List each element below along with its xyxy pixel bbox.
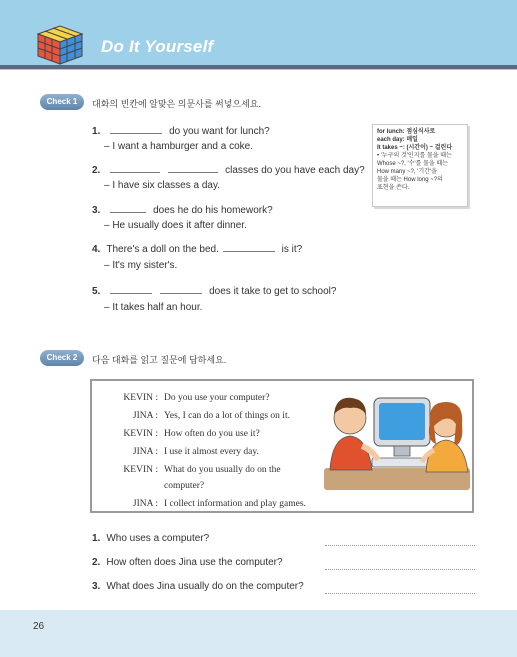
dialog-text: What do you usually do on the	[164, 465, 281, 475]
question-number: 2.	[92, 165, 101, 176]
comprehension-question-2	[92, 557, 283, 568]
footer-band	[0, 610, 517, 657]
answer-blank[interactable]	[110, 124, 162, 134]
question-number: 5.	[92, 286, 101, 297]
question-2	[92, 163, 365, 176]
question-text: is it?	[281, 244, 303, 255]
question-text-before: There's a doll on the bed.	[106, 244, 219, 255]
dialog-text: Yes, I can do a lot of things on it.	[164, 411, 290, 421]
note-line: 표현을 쓴다.	[377, 185, 410, 191]
answer-line-1: – I want a hamburger and a coke.	[104, 141, 253, 152]
question-number: 4.	[92, 244, 101, 255]
dialog-text: Do you use your computer?	[164, 393, 270, 403]
dialog-text: I use it almost every day.	[164, 447, 259, 457]
question-number: 2.	[92, 557, 101, 568]
answer-blank[interactable]	[160, 284, 202, 294]
speaker-name: JINA :	[132, 499, 158, 509]
answer-line[interactable]	[325, 592, 475, 594]
answer-blank[interactable]	[110, 203, 146, 213]
question-text: How often does Jina use the computer?	[106, 557, 283, 568]
rubik-cube-icon	[30, 20, 90, 66]
page-number: 26	[33, 621, 45, 632]
question-text: classes do you have each day?	[225, 165, 365, 176]
note-line: for lunch: 점심식사로	[377, 129, 436, 135]
question-text: does it take to get to school?	[209, 286, 337, 297]
note-line: Whose ~?, '수'를 물을 때는	[377, 161, 448, 167]
question-3	[92, 203, 273, 216]
check-2-instruction: 다음 대화를 읽고 질문에 답하세요.	[92, 355, 227, 365]
answer-line[interactable]	[325, 544, 475, 546]
comprehension-question-3	[92, 581, 304, 592]
speaker-name: JINA :	[132, 447, 158, 457]
kids-computer-illustration	[322, 384, 472, 494]
question-number: 3.	[92, 205, 101, 216]
question-1	[92, 124, 270, 137]
answer-blank[interactable]	[110, 163, 160, 173]
note-line: • '누구의 것'인지를 물을 때는	[377, 153, 452, 159]
question-text: do you want for lunch?	[169, 126, 270, 137]
vocabulary-note	[372, 124, 468, 207]
question-number: 1.	[92, 533, 101, 544]
answer-line[interactable]	[325, 568, 475, 570]
dialog-text: How often do you use it?	[164, 429, 260, 439]
note-line: each day: 매일	[377, 137, 418, 143]
dialog-text: computer?	[164, 481, 205, 491]
answer-blank[interactable]	[110, 284, 152, 294]
note-line: 물을 때는 How long ~?의	[377, 177, 443, 183]
check-1-instruction: 대화의 빈칸에 알맞은 의문사를 써넣으세요.	[92, 99, 261, 109]
note-line: How many ~?, '기간'을	[377, 169, 437, 175]
answer-blank[interactable]	[223, 242, 275, 252]
comprehension-question-1	[92, 533, 209, 544]
question-text: does he do his homework?	[153, 205, 273, 216]
check-1-badge: Check 1	[40, 94, 84, 110]
note-line: It takes ~: (시간이) ~ 걸린다	[377, 145, 453, 151]
speaker-name: KEVIN :	[123, 429, 158, 439]
speaker-name: JINA :	[132, 411, 158, 421]
answer-line-2: – I have six classes a day.	[104, 180, 220, 191]
answer-line-5: – It takes half an hour.	[104, 302, 203, 313]
question-text: What does Jina usually do on the computer?	[106, 581, 304, 592]
dialog-text: I collect information and play games.	[164, 499, 306, 509]
question-5	[92, 284, 336, 297]
check-2-badge: Check 2	[40, 350, 84, 366]
answer-line-4: – It's my sister's.	[104, 260, 178, 271]
question-number: 3.	[92, 581, 101, 592]
page-title: Do It Yourself	[101, 37, 214, 56]
answer-line-3: – He usually does it after dinner.	[104, 220, 247, 231]
answer-blank[interactable]	[168, 163, 218, 173]
speaker-name: KEVIN :	[123, 465, 158, 475]
question-number: 1.	[92, 126, 101, 137]
speaker-name: KEVIN :	[123, 393, 158, 403]
question-4	[92, 242, 302, 255]
question-text: Who uses a computer?	[106, 533, 210, 544]
